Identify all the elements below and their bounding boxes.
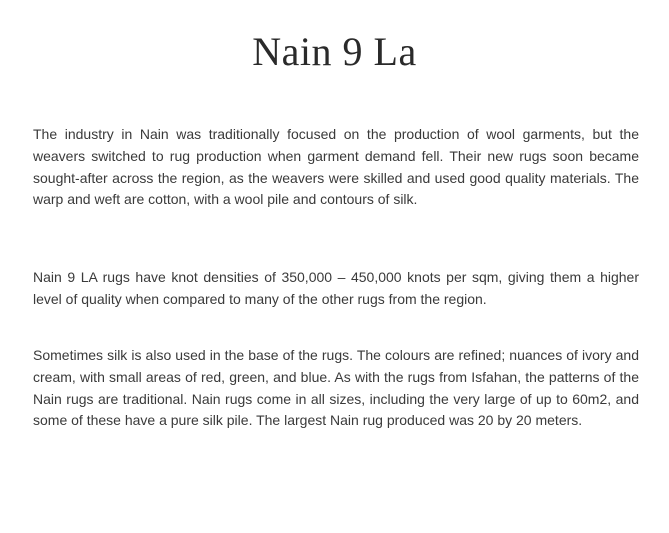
paragraph-colours-and-sizes: Sometimes silk is also used in the base of the rugs. The colours are refined; nuances of ivory and cream, with small areas of red, green, and blue. As with the rugs from Isfahan, the patterns of the Nain rugs are traditional. Nain rugs come in all sizes, including the very large of up to 60m2, and some of these have a pure silk pile. The largest Nain rug produced was 20 by 20 meters. bbox=[33, 347, 639, 429]
page-title: Nain 9 La bbox=[252, 29, 417, 74]
paragraph-knot-density: Nain 9 LA rugs have knot densities of 350,000 – 450,000 knots per sqm, giving them a higher level of quality when compared to many of the other rugs from the region. bbox=[33, 269, 639, 307]
paragraph-history: The industry in Nain was traditionally focused on the production of wool garments, but the weavers switched to rug production when garment demand fell. Their new rugs soon became sought-after across the region, as the weavers were skilled and used good quality materials. The warp and weft are cotton, with a wool pile and contours of silk. bbox=[33, 126, 639, 208]
